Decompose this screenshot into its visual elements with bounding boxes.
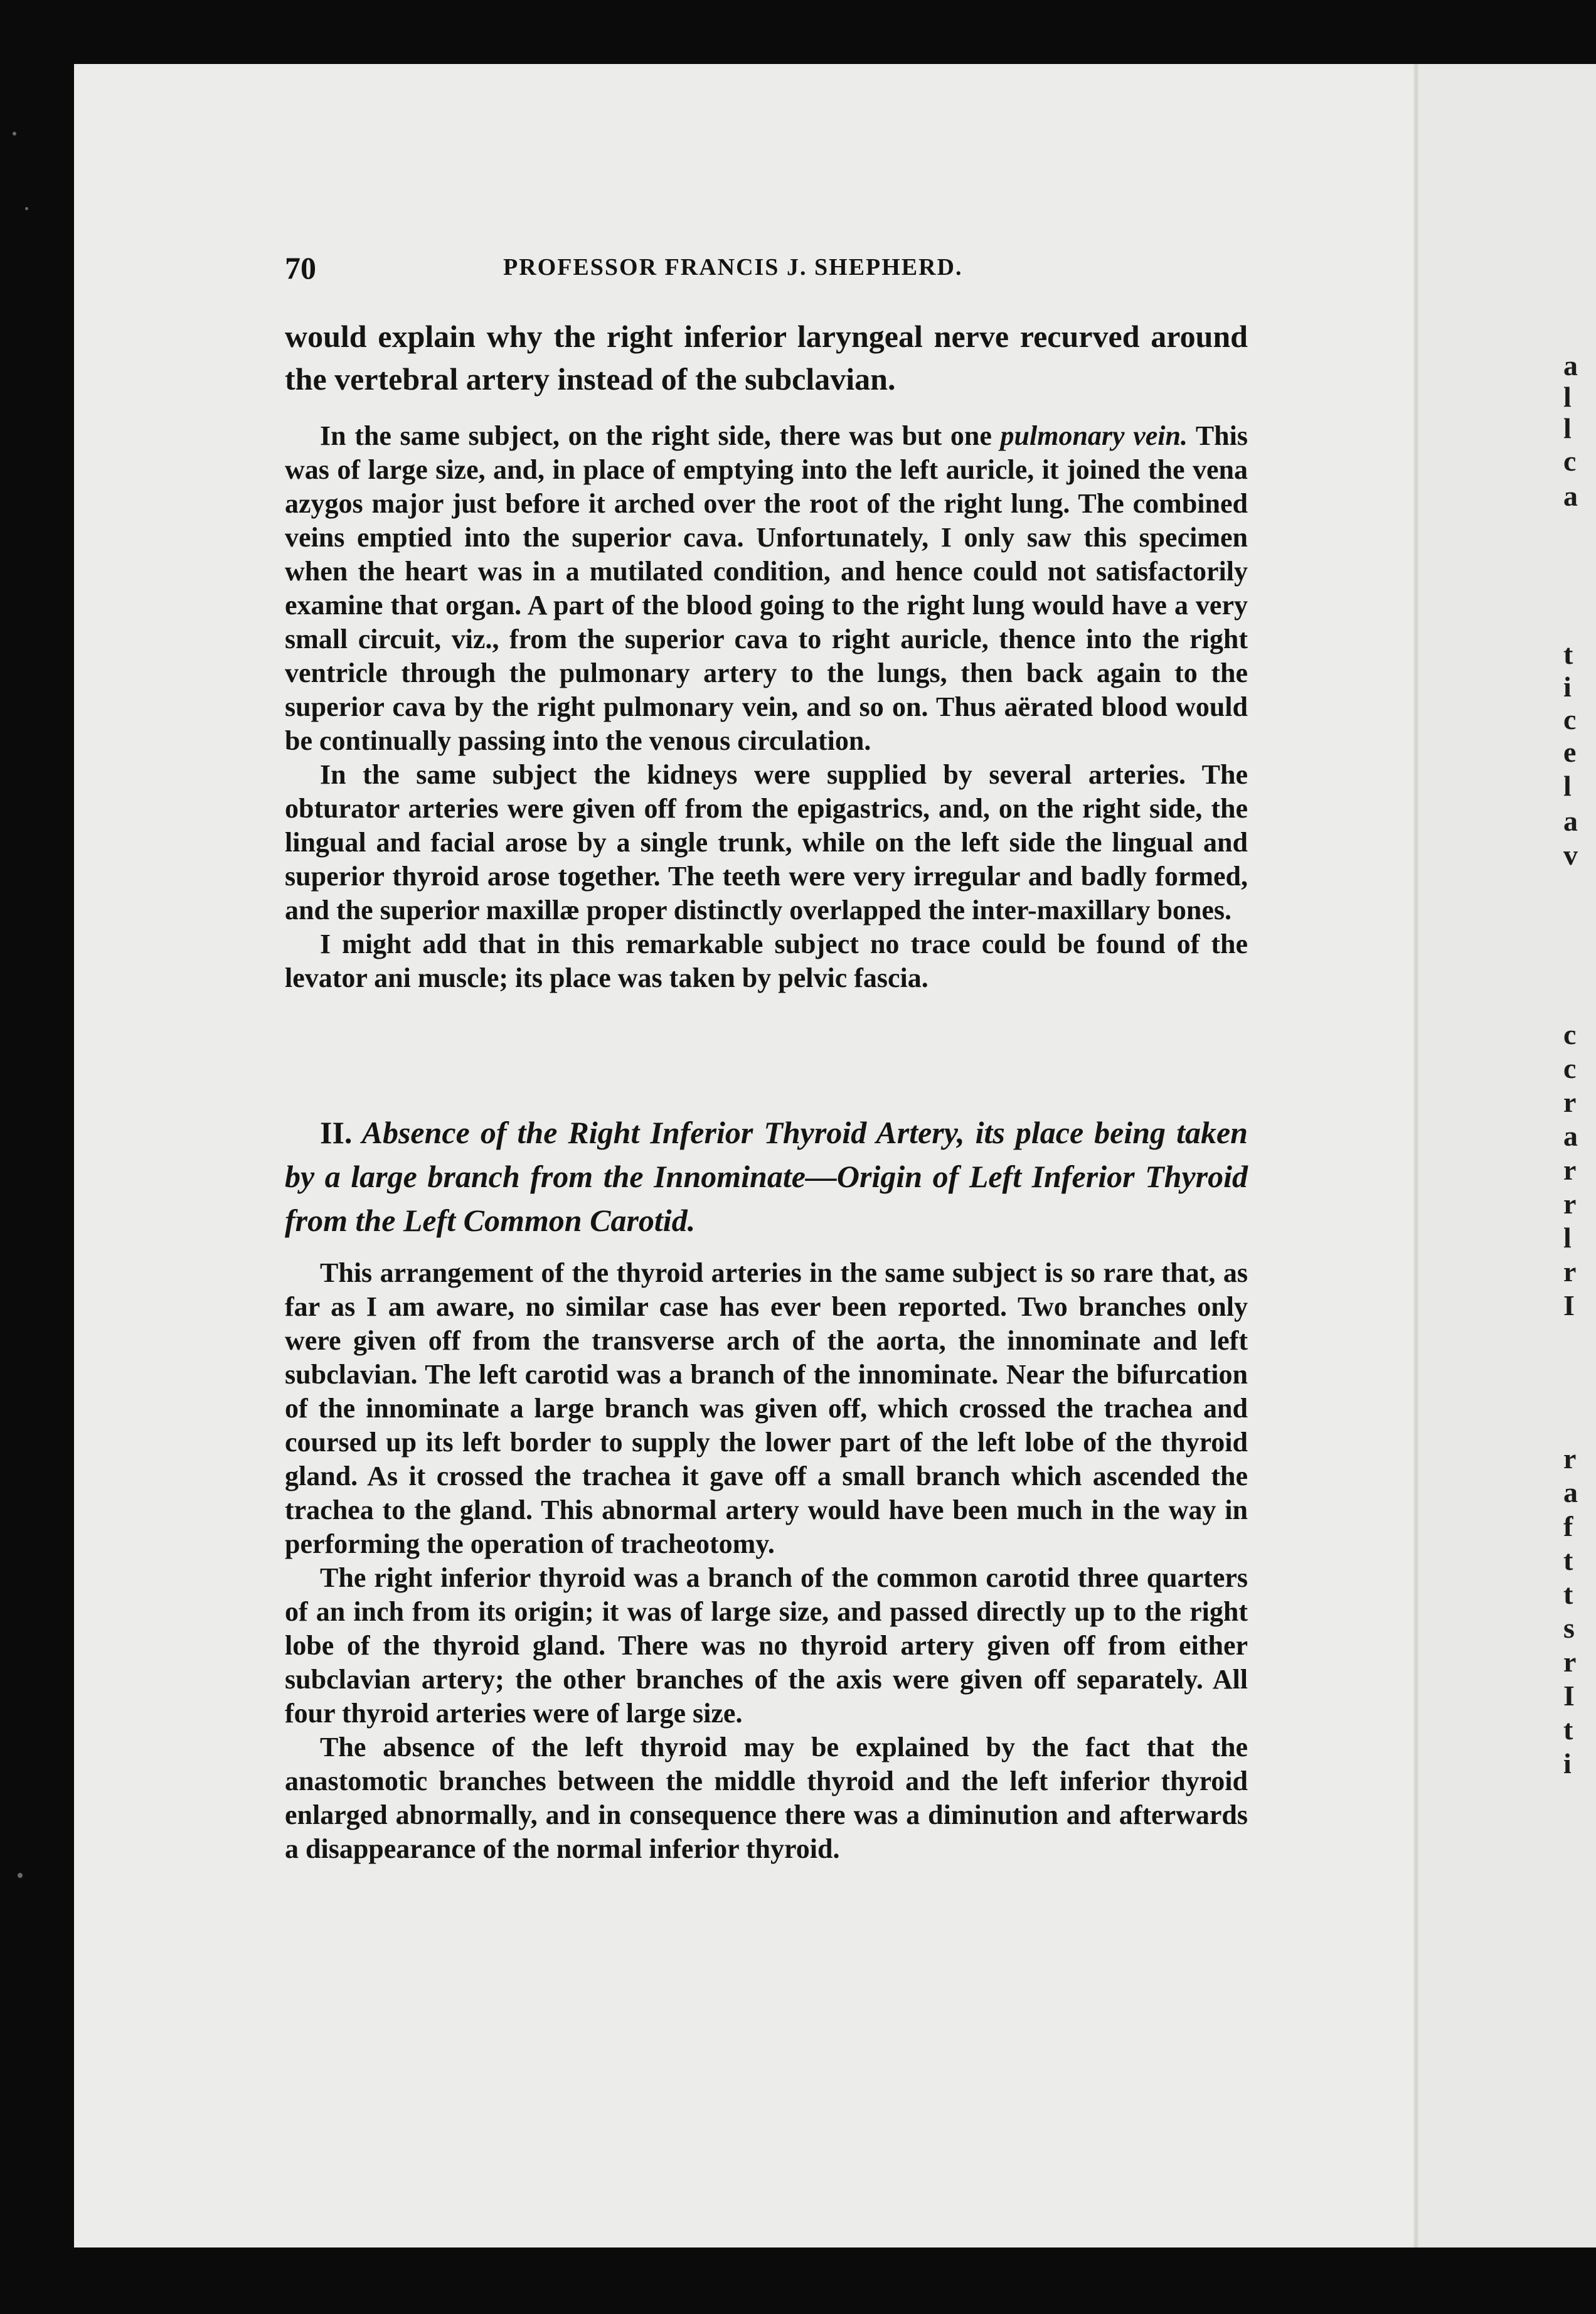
facing-page-edge-letter: I bbox=[1563, 1680, 1575, 1712]
facing-page-edge-letter: i bbox=[1563, 671, 1572, 703]
facing-page-edge-letter: s bbox=[1563, 1612, 1575, 1644]
facing-page-edge-letter: r bbox=[1563, 1154, 1577, 1186]
facing-page-edge-letter: a bbox=[1563, 349, 1578, 381]
facing-page-edge-letter: e bbox=[1563, 736, 1577, 768]
facing-page-edge-letter: r bbox=[1563, 1646, 1577, 1678]
facing-page-edge-letter: a bbox=[1563, 480, 1578, 512]
lead-paragraph-block bbox=[285, 315, 1248, 400]
facing-page-edge-letter: i bbox=[1563, 1747, 1572, 1779]
facing-page-edge-letter: v bbox=[1563, 839, 1578, 871]
paragraph-pulmonary-vein bbox=[285, 419, 1248, 758]
paragraph-text: This was of large size, and, in place of emptying into the left auricle, it joined the vena azygos major just before it arched over the root of the right lung. The combined veins emptied into the superior cava. Unfortunately, I only saw this specimen when the heart was in a mutilated condition, and hence could not satisfactorily examine that organ. A part of the blood going to the right lung would have a very small circuit, viz., from the superior cava to right auricle, thence into the right ventricle through the pulmonary artery to the lungs, then back again to the superior cava by the right pulmonary vein, and so on. Thus aërated blood would be continually passing into the venous circulation. bbox=[285, 420, 1248, 756]
page-number: 70 bbox=[285, 250, 316, 285]
paragraph-arrangement: This arrangement of the thyroid arteries in the same subject is so rare that, as far as I am aware, no similar case has ever been reported. Two branches only were given off from the transverse arch of the aorta, the innominate and left subclavian. The left carotid was a branch of the innominate. Near the bifurcation of the innominate a large branch was given off, which crossed the trachea and coursed up its left border to supply the lower part of the left lobe of the thyroid gland. As it crossed the trachea it gave off a small branch which ascended the trachea to the gland. This abnormal artery would have been much in the way in performing the operation of tracheotomy. bbox=[285, 1257, 1248, 1559]
scan-bottom-border bbox=[74, 2247, 1596, 2314]
facing-page-edge-letter: c bbox=[1563, 1052, 1577, 1084]
facing-page-edge-letter: f bbox=[1563, 1510, 1573, 1542]
section-title: Absence of the Right Inferior Thyroid Artery, its place being taken by a large branch from the Innominate—Origin of Left Inferior Thyroid from the Left Common Carotid. bbox=[285, 1115, 1248, 1238]
section-heading bbox=[285, 1111, 1248, 1242]
paragraph-kidneys: In the same subject the kidneys were supplied by several arteries. The obturator arteries were given off from the epigastrics, and, on the right side, the lingual and facial arose by a single trunk, while on the left side the lingual and superior thyroid arose together. The teeth were very irregular and badly formed, and the superior maxillæ proper distinctly overlapped the inter-maxillary bones. bbox=[285, 759, 1248, 925]
facing-page-edge-letter: r bbox=[1563, 1256, 1577, 1288]
facing-page-edge-letter: a bbox=[1563, 805, 1578, 837]
paragraph-text: In the same subject, on the right side, there was but one bbox=[320, 420, 1001, 451]
paragraph-absence-left-thyroid: The absence of the left thyroid may be explained by the fact that the anastomotic branches between the middle thyroid and the left inferior thyroid enlarged abnormally, and in consequence there was a diminution and afterwards a disappearance of the normal inferior thyroid. bbox=[285, 1732, 1248, 1864]
facing-page-edge-letter: l bbox=[1563, 381, 1572, 413]
facing-page-edge-letter: r bbox=[1563, 1442, 1577, 1474]
page-gutter bbox=[1413, 64, 1419, 2247]
facing-page-edge-letter: t bbox=[1563, 1578, 1573, 1610]
facing-page-edge-letter: l bbox=[1563, 412, 1572, 444]
facing-page-edge-letter: a bbox=[1563, 1476, 1578, 1508]
facing-page-edge-letter: c bbox=[1563, 1018, 1577, 1050]
facing-page-edge-letter: r bbox=[1563, 1086, 1577, 1118]
lead-paragraph: would explain why the right inferior laryngeal nerve recurved around the vertebral artery instead of the subclavian. bbox=[285, 319, 1248, 397]
facing-page-edge-letter: t bbox=[1563, 1544, 1573, 1576]
facing-page-edge-letter: t bbox=[1563, 638, 1573, 670]
facing-page-edge-letter: I bbox=[1563, 1289, 1575, 1321]
facing-page-edge-letter: c bbox=[1563, 703, 1577, 735]
facing-page-edge-letter: l bbox=[1563, 1222, 1572, 1254]
facing-page-edge-letter: a bbox=[1563, 1120, 1578, 1152]
facing-page-edge-letter: r bbox=[1563, 1188, 1577, 1220]
facing-page-edge-letter: c bbox=[1563, 445, 1577, 477]
scan-speck bbox=[25, 207, 28, 210]
section-two-body bbox=[285, 1256, 1248, 1866]
italic-term: pulmonary vein. bbox=[1000, 420, 1188, 451]
section-two-heading bbox=[285, 1111, 1248, 1242]
paragraph-levator-ani: I might add that in this remarkable subject no trace could be found of the levator ani muscle; its place was taken by pelvic fascia. bbox=[285, 929, 1248, 993]
facing-page-edge-letters bbox=[1563, 0, 1596, 2314]
paragraph-right-inferior-thyroid: The right inferior thyroid was a branch of the common carotid three quarters of an inch from its origin; it was of large size, and passed directly up to the right lobe of the thyroid gland. There was no thyroid artery given off from either subclavian artery; the other branches of the axis were given off separately. All four thyroid arteries were of large size. bbox=[285, 1562, 1248, 1729]
running-head bbox=[285, 250, 1022, 290]
running-head-title: PROFESSOR FRANCIS J. SHEPHERD. bbox=[503, 254, 963, 280]
scan-speck bbox=[18, 1873, 23, 1878]
section-one-body bbox=[285, 419, 1248, 995]
facing-page-edge-letter: t bbox=[1563, 1714, 1573, 1746]
facing-page-edge-letter: l bbox=[1563, 770, 1572, 802]
section-numeral: II. bbox=[320, 1115, 353, 1150]
scan-speck bbox=[13, 132, 16, 136]
